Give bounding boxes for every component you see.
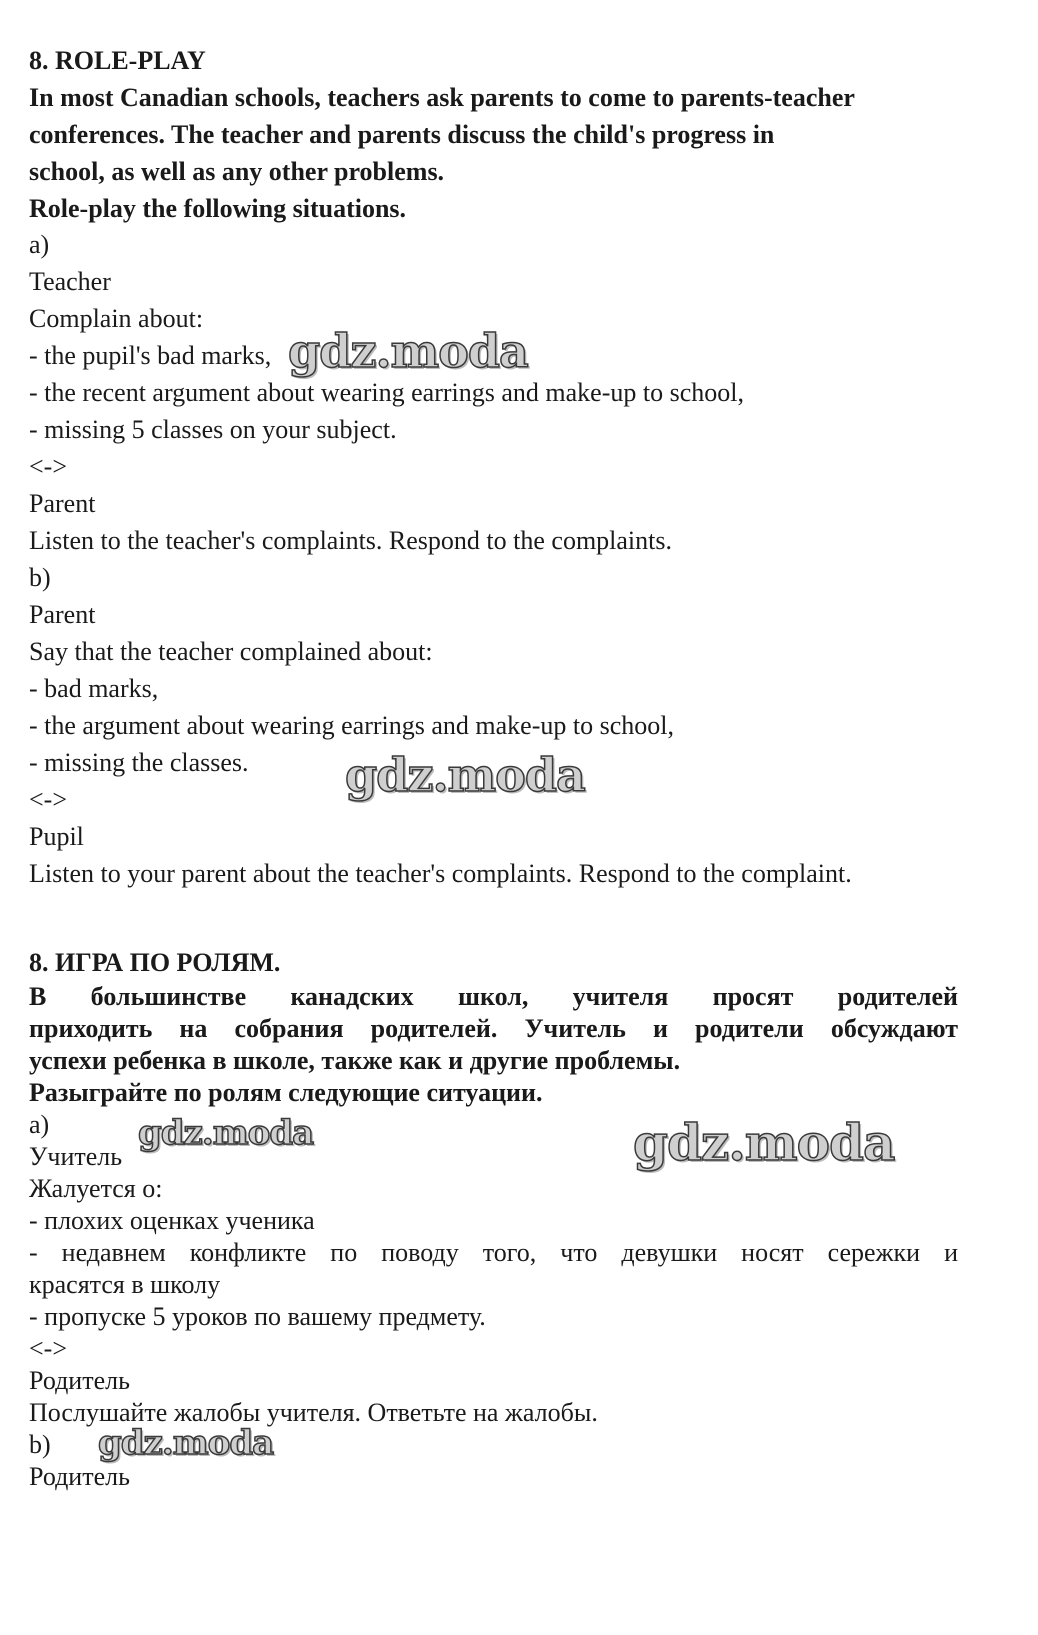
watermark-logo: gdz.moda: [138, 1113, 314, 1153]
heading-russian: 8. ИГРА ПО РОЛЯМ.: [29, 948, 281, 977]
watermark-logo: gdz.moda: [288, 324, 528, 378]
intro-instruction: Role-play the following situations.: [29, 194, 407, 223]
watermark-logo: gdz.moda: [98, 1423, 274, 1463]
list-item: - bad marks,: [29, 674, 159, 703]
list-item: - the pupil's bad marks,: [29, 341, 272, 370]
section-b-label: b): [29, 563, 51, 592]
intro-line-2: conferences. The teacher and parents discuss the child's progress in: [29, 120, 775, 149]
role-parent: Родитель: [29, 1462, 130, 1491]
list-item: - missing the classes.: [29, 748, 249, 777]
intro-instruction: Разыграйте по ролям следующие ситуации.: [29, 1078, 543, 1107]
list-item: - the argument about wearing earrings and make-up to school,: [29, 711, 674, 740]
list-item: - missing 5 classes on your subject.: [29, 415, 397, 444]
task-complain: Жалуется о:: [29, 1174, 163, 1203]
role-pupil: Pupil: [29, 822, 84, 851]
separator: <->: [29, 452, 67, 481]
list-item: - плохих оценках ученика: [29, 1206, 315, 1235]
role-teacher: Учитель: [29, 1142, 123, 1171]
list-item: - the recent argument about wearing earrings and make-up to school,: [29, 378, 744, 407]
role-parent: Parent: [29, 489, 96, 518]
role-parent: Parent: [29, 600, 96, 629]
task-listen: Listen to your parent about the teacher's complaints. Respond to the complaint.: [29, 859, 852, 888]
section-a-label: a): [29, 230, 50, 259]
intro-line-2: приходить на собрания родителей. Учитель и родители обсуждают: [29, 1014, 958, 1043]
watermark-logo: gdz.moda: [633, 1113, 895, 1172]
section-a-label: а): [29, 1110, 50, 1139]
task-listen: Послушайте жалобы учителя. Ответьте на жалобы.: [29, 1398, 598, 1427]
role-parent: Родитель: [29, 1366, 130, 1395]
intro-line-3: school, as well as any other problems.: [29, 157, 445, 186]
separator: <->: [29, 785, 67, 814]
separator: <->: [29, 1334, 67, 1363]
task-listen: Listen to the teacher's complaints. Respond to the complaints.: [29, 526, 672, 555]
heading-english: 8. ROLE-PLAY: [29, 46, 206, 75]
task-say: Say that the teacher complained about:: [29, 637, 433, 666]
watermark-logo: gdz.moda: [345, 748, 585, 802]
list-item: - пропуске 5 уроков по вашему предмету.: [29, 1302, 486, 1331]
section-b-label: b): [29, 1430, 51, 1459]
list-item-continuation: красятся в школу: [29, 1270, 221, 1299]
role-teacher: Teacher: [29, 267, 111, 296]
task-complain: Complain about:: [29, 304, 204, 333]
intro-line-1: In most Canadian schools, teachers ask parents to come to parents-teacher: [29, 83, 855, 112]
intro-line-1: В большинстве канадских школ, учителя просят родителей: [29, 982, 958, 1011]
list-item: - недавнем конфликте по поводу того, что девушки носят сережки и: [29, 1238, 958, 1267]
intro-line-3: успехи ребенка в школе, также как и другие проблемы.: [29, 1046, 681, 1075]
